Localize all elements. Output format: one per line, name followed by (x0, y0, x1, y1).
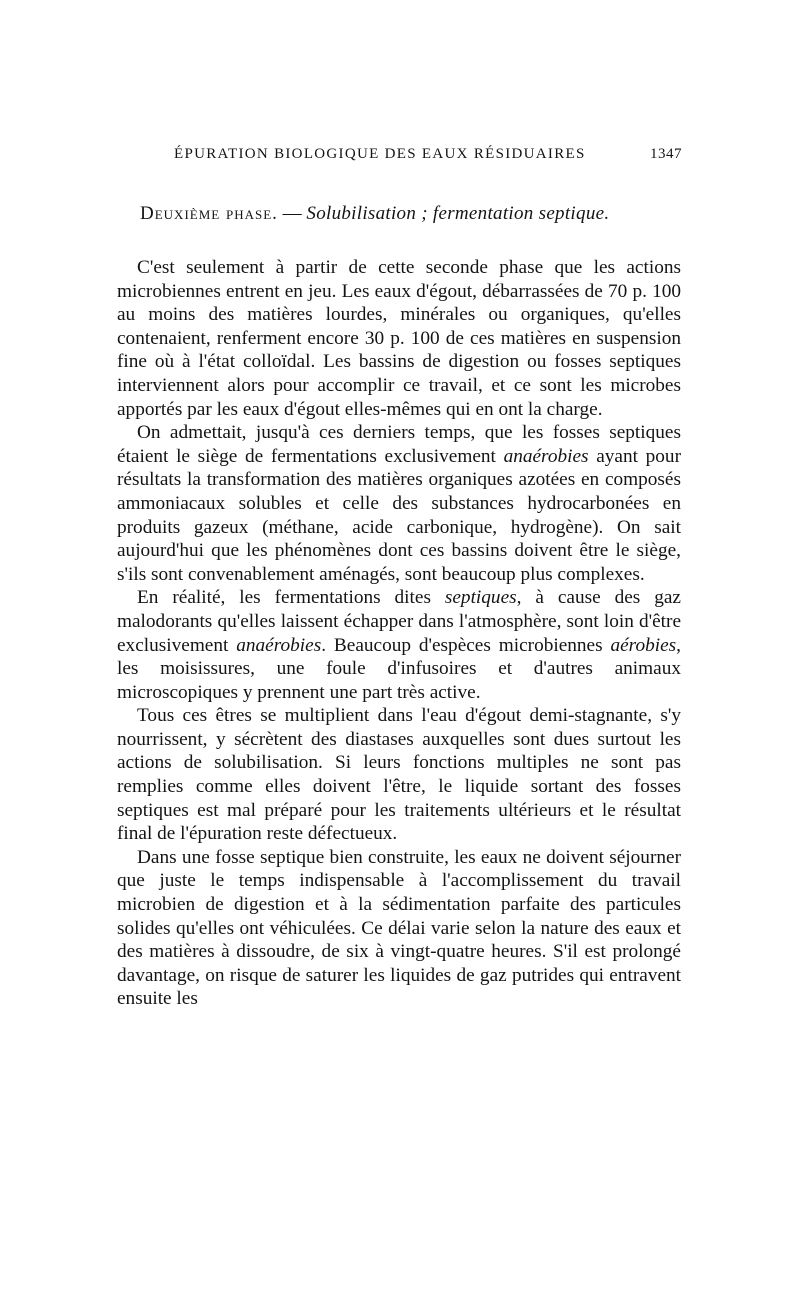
body-text (117, 256, 681, 1011)
paragraph-4-text: Tous ces êtres se multiplient dans l'eau d'égout demi-stagnante, s'y nourrissent, y sécrètent des diastases auxquelles sont dues surtout les actions de solubilisation. Si leurs fonctions multiples ne sont pas remplies comme elles doivent l'être, le liquide sortant des fosses septiques est mal préparé pour les traitements ultérieurs et le résultat final de l'épuration reste défectueux. (117, 705, 681, 845)
paragraph-2-text-c: ayant pour résultats la transformation des matières organiques azotées en composés ammoniacaux solubles et celle des substances hydrocarbonées en produits gazeux (méthane, acide carbonique, hydrogène). On sait aujourd'hui que les phénomènes dont ces bassins doivent être le siège, s'ils sont convenablement aménagés, sont beaucoup plus complexes. (117, 445, 681, 585)
paragraph-4 (117, 704, 681, 846)
paragraph-5-text: Dans une fosse septique bien construite, les eaux ne doivent séjourner que juste le temps indispensable à l'accomplissement du travail microbien de digestion et à la sédimentation parfaite des particules solides qu'elles ont véhiculées. Ce délai varie selon la nature des eaux et des matières à dissoudre, de six à vingt-quatre heures. S'il est prolongé davantage, on risque de saturer les liquides de gaz putrides qui entravent ensuite les (117, 846, 681, 1010)
section-heading (140, 203, 700, 225)
paragraph-2-italic: anaérobies (503, 445, 589, 467)
paragraph-2 (117, 421, 681, 586)
section-subtitle: Solubilisation ; fermentation septique. (306, 203, 610, 224)
paragraph-3-text-e: . Beaucoup d'espèces microbiennes (321, 634, 611, 656)
paragraph-3-text-g: , les moisissures, une foule d'infusoires et d'autres animaux microscopiques y prennent une part très active. (117, 634, 681, 703)
paragraph-3-text-a: En réalité, les fermentations dites (137, 587, 445, 609)
page-number: 1347 (650, 146, 682, 162)
paragraph-1-text: C'est seulement à partir de cette seconde phase que les actions microbiennes entrent en jeu. Les eaux d'égout, débarrassées de 70 p. 100 au moins des matières lourdes, minérales ou organiques, qu'elles contenaient, renferment encore 30 p. 100 de ces matières en suspension fine où à l'état colloïdal. Les bassins de digestion ou fosses septiques interviennent alors pour accomplir ce travail, et ce sont les microbes apportés par les eaux d'égout elles-mêmes qui en ont la charge. (117, 257, 681, 420)
paragraph-3 (117, 586, 681, 704)
paragraph-5 (117, 846, 681, 1011)
running-head-title: ÉPURATION BIOLOGIQUE DES EAUX RÉSIDUAIRES (174, 146, 586, 162)
paragraph-3-italic-3: aérobies (610, 634, 677, 656)
paragraph-3-italic-2: anaérobies (236, 634, 322, 656)
paragraph-3-text-c: , à cause des gaz malodorants qu'elles laissent échapper dans l'atmosphère, sont loin d'être exclusivement (117, 587, 681, 656)
paragraph-3-italic-1: septiques (444, 587, 517, 609)
paragraph-2-text-a: On admettait, jusqu'à ces derniers temps, que les fosses septiques étaient le siège de fermentations exclusivement (117, 422, 681, 467)
paragraph-1 (117, 256, 681, 421)
section-label: Deuxième phase. (140, 203, 278, 224)
section-dash: — (277, 203, 307, 224)
